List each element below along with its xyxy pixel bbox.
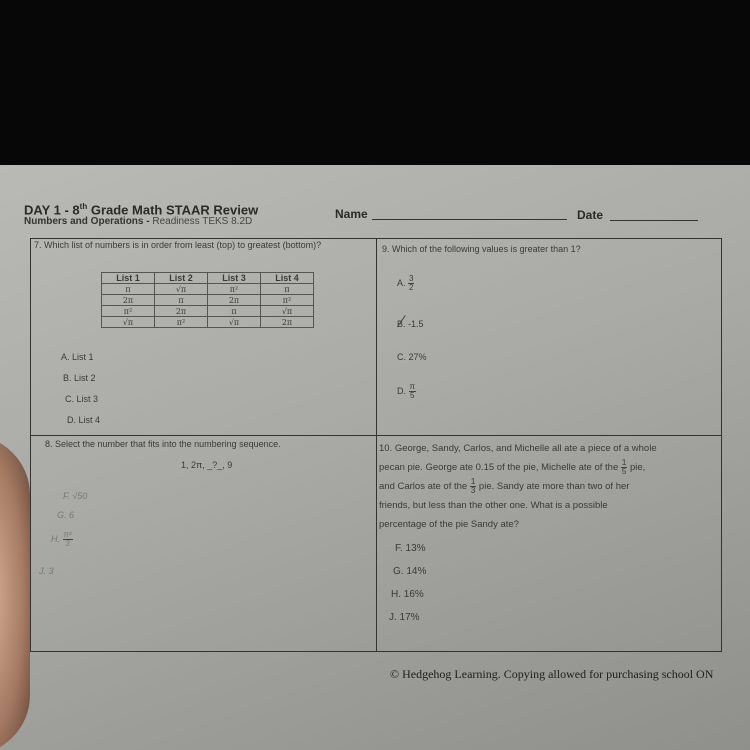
q9-prompt: 9. Which of the following values is greater than 1? — [382, 244, 581, 254]
table-cell: √π — [155, 284, 208, 295]
name-field-line[interactable] — [372, 219, 567, 220]
table-row — [102, 295, 314, 306]
grid-divider-vertical — [376, 239, 377, 651]
table-header: List 2 — [155, 273, 208, 284]
table-cell: 2π — [261, 317, 314, 328]
q7-option-b[interactable]: B. List 2 — [63, 373, 96, 383]
table-cell: √π — [261, 306, 314, 317]
worksheet-subtitle: Numbers and Operations - Readiness TEKS 8.2D — [24, 216, 253, 227]
table-cell: π² — [102, 306, 155, 317]
q8-option-h[interactable] — [51, 531, 73, 548]
q7-option-c[interactable]: C. List 3 — [65, 394, 99, 404]
table-row — [102, 284, 314, 295]
fraction: $\frac{3}{2}$ — [409, 274, 414, 292]
q9-option-b[interactable] — [397, 319, 424, 329]
q10-prompt — [379, 439, 657, 534]
q9-option-d[interactable] — [397, 383, 416, 400]
table-cell: π — [155, 295, 208, 306]
q7-prompt: 7. Which list of numbers is in order from least (top) to greatest (bottom)? — [34, 240, 322, 250]
q8-option-j[interactable]: J. 3 — [39, 566, 54, 576]
table-cell: π — [261, 284, 314, 295]
table-cell: π² — [261, 295, 314, 306]
finger-edge — [0, 435, 30, 750]
fraction: $\frac{1}{5}$ — [621, 457, 627, 476]
q8-sequence: 1, 2π, _?_, 9 — [181, 460, 233, 470]
table-cell: √π — [102, 317, 155, 328]
q10-line: pecan pie. George ate 0.15 of the pie, Michelle ate of the $\frac{1}{5}$ pie, — [379, 457, 646, 476]
q7-option-a[interactable]: A. List 1 — [61, 352, 94, 362]
q10-option-h[interactable]: H. 16% — [391, 589, 424, 600]
table-cell: π — [102, 284, 155, 295]
table-cell: π² — [155, 317, 208, 328]
fraction: $\frac{\pi}{5}$ — [409, 382, 416, 400]
table-cell: 2π — [208, 295, 261, 306]
table-cell: π² — [208, 284, 261, 295]
option-letter: D. — [397, 385, 406, 396]
name-label: Name — [335, 207, 368, 221]
q10-line: friends, but less than the other one. What is a possible — [379, 500, 608, 511]
table-header: List 3 — [208, 273, 261, 284]
option-letter: H. — [51, 533, 60, 544]
date-label: Date — [577, 208, 604, 222]
table-row — [102, 317, 314, 328]
table-header: List 1 — [102, 273, 155, 284]
date-field-line[interactable] — [610, 220, 698, 221]
q10-option-g[interactable]: G. 14% — [393, 566, 427, 577]
table-header: List 4 — [261, 273, 314, 284]
question-grid — [30, 238, 722, 652]
table-cell: 2π — [102, 295, 155, 306]
q10-option-f[interactable]: F. 13% — [395, 543, 426, 554]
worksheet-paper — [0, 165, 750, 750]
q9-option-a[interactable] — [397, 275, 414, 292]
q10-line: and Carlos ate of the $\frac{1}{3}$ pie. Sandy ate more than two of her — [379, 476, 630, 495]
q7-lists-table — [101, 272, 314, 328]
worksheet-title: DAY 1 - 8th Grade Math STAAR Review — [24, 202, 259, 218]
fraction: $\frac{\text{π²}}{3}$ — [63, 530, 72, 548]
copyright-footer: © Hedgehog Learning. Copying allowed for purchasing school ON — [390, 667, 714, 681]
q9-option-c[interactable]: C. 27% — [397, 352, 427, 362]
table-cell: 2π — [155, 306, 208, 317]
option-label: B. -1.5 — [397, 319, 424, 329]
table-row — [102, 306, 314, 317]
fraction: $\frac{1}{3}$ — [470, 476, 476, 495]
q10-line: percentage of the pie Sandy ate? — [379, 519, 519, 530]
table-cell: π — [208, 306, 261, 317]
option-letter: A. — [397, 277, 406, 288]
q7-option-d[interactable]: D. List 4 — [67, 415, 101, 425]
q8-prompt: 8. Select the number that fits into the numbering sequence. — [45, 439, 281, 449]
table-header-row — [102, 273, 314, 284]
table-cell: √π — [208, 317, 261, 328]
pencil-checkmark — [397, 315, 414, 333]
q8-option-f[interactable]: F. √50 — [63, 491, 88, 501]
q10-line: 10. George, Sandy, Carlos, and Michelle all ate a piece of a whole — [379, 443, 657, 454]
grid-divider-horizontal — [31, 435, 721, 436]
q10-option-j[interactable]: J. 17% — [389, 612, 420, 623]
q8-option-g[interactable]: G. 6 — [57, 510, 75, 520]
